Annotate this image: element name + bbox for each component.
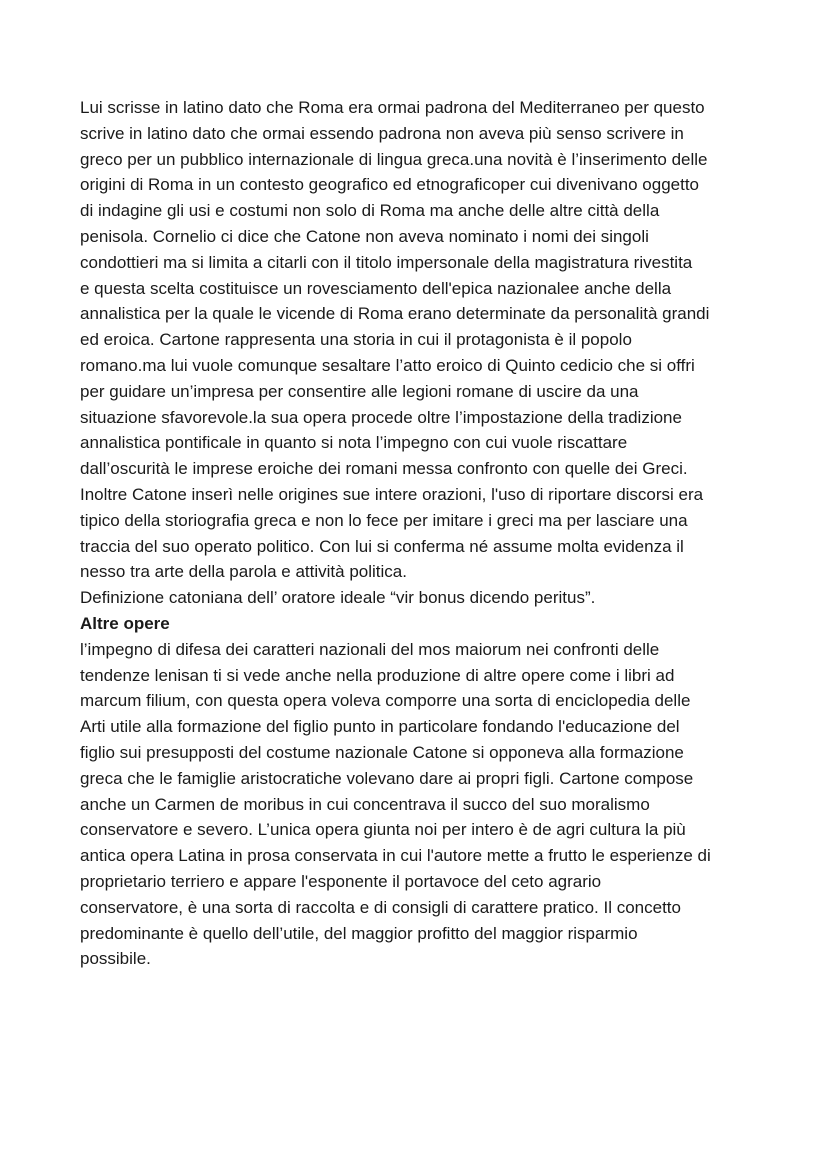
text-line: di indagine gli usi e costumi non solo di Roma ma anche delle altre città della bbox=[80, 201, 660, 221]
text-line: condottieri ma si limita a citarli con il titolo impersonale della magistratura rivestita bbox=[80, 252, 693, 272]
text-line: Lui scrisse in latino dato che Roma era ormai padrona del Mediterraneo per questo bbox=[80, 98, 705, 117]
text-line: romano.ma lui vuole comunque sesaltare l’atto eroico di Quinto cedicio che si offri bbox=[80, 355, 695, 375]
text-line: scrive in latino dato che ormai essendo padrona non aveva più senso scrivere in bbox=[80, 123, 684, 143]
text-line: predominante è quello dell’utile, del maggior profitto del maggior risparmio bbox=[80, 923, 638, 943]
text-line: tipico della storiografia greca e non lo fece per imitare i greci ma per lasciare una bbox=[80, 510, 688, 530]
text-line: Arti utile alla formazione del figlio punto in particolare fondando l'educazione del bbox=[80, 717, 680, 737]
text-line: greca che le famiglie aristocratiche volevano dare ai propri figli. Cartone compose bbox=[80, 768, 694, 788]
text-line: origini di Roma in un contesto geografico ed etnograficoper cui divenivano oggetto bbox=[80, 175, 700, 195]
text-line: traccia del suo operato politico. Con lui si conferma né assume molta evidenza il bbox=[80, 536, 684, 556]
document-page bbox=[80, 95, 770, 972]
text-line: marcum filium, con questa opera voleva comporre una sorta di enciclopedia delle bbox=[80, 691, 691, 711]
text-line: e questa scelta costituisce un rovesciamento dell'epica nazionalee anche della bbox=[80, 278, 672, 298]
text-line: anche un Carmen de moribus in cui concentrava il succo del suo moralismo bbox=[80, 794, 650, 814]
text-line: nesso tra arte della parola e attività politica. bbox=[80, 562, 407, 582]
text-line: conservatore, è una sorta di raccolta e di consigli di carattere pratico. Il concetto bbox=[80, 897, 681, 917]
text-line: dall’oscurità le imprese eroiche dei romani messa confronto con quelle dei Greci. bbox=[80, 459, 688, 479]
paragraph-origines bbox=[80, 95, 770, 585]
text-line: situazione sfavorevole.la sua opera procede oltre l’impostazione della tradizione bbox=[80, 407, 682, 427]
text-line: annalistica pontificale in quanto si nota l’impegno con cui vuole riscattare bbox=[80, 433, 628, 453]
text-line: greco per un pubblico internazionale di lingua greca.una novità è l’inserimento delle bbox=[80, 149, 708, 169]
section-heading: Altre opere bbox=[80, 613, 170, 633]
text-line: ed eroica. Cartone rappresenta una storia in cui il protagonista è il popolo bbox=[80, 330, 632, 350]
paragraph-altre-opere bbox=[80, 637, 770, 972]
definition-line: Definizione catoniana dell’ oratore ideale “vir bonus dicendo peritus”. bbox=[80, 588, 596, 608]
text-line: figlio sui presupposti del costume nazionale Catone si opponeva alla formazione bbox=[80, 742, 684, 762]
text-line: tendenze lenisan ti si vede anche nella produzione di altre opere come i libri ad bbox=[80, 665, 675, 685]
text-line: proprietario terriero e appare l'esponente il portavoce del ceto agrario bbox=[80, 871, 602, 891]
text-line: annalistica per la quale le vicende di Roma erano determinate da personalità grandi bbox=[80, 304, 710, 324]
text-line: per guidare un’impresa per consentire alle legioni romane di uscire da una bbox=[80, 381, 639, 401]
text-line: penisola. Cornelio ci dice che Catone non aveva nominato i nomi dei singoli bbox=[80, 226, 649, 246]
text-line: antica opera Latina in prosa conservata in cui l'autore mette a frutto le esperienze di bbox=[80, 846, 711, 866]
text-line: conservatore e severo. L’unica opera giunta noi per intero è de agri cultura la più bbox=[80, 820, 686, 840]
text-line: Inoltre Catone inserì nelle origines sue intere orazioni, l'uso di riportare discorsi era bbox=[80, 484, 704, 504]
text-line: l’impegno di difesa dei caratteri nazionali del mos maiorum nei confronti delle bbox=[80, 639, 660, 659]
text-line: possibile. bbox=[80, 949, 151, 969]
